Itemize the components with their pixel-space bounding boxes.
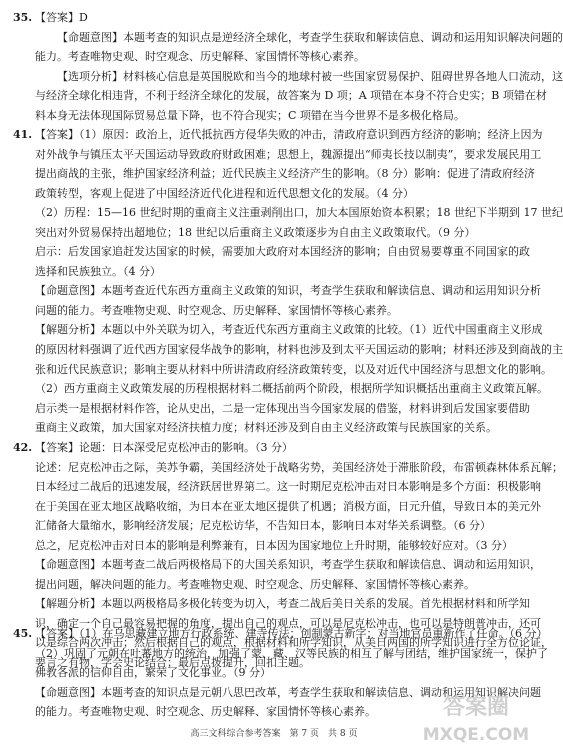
answer-line: 45. 【答案】（1）在乌思藏建立地方行政系统、建寺传法；创制蒙古新字；对当地官员重新作了任命。（6 分）	[35, 624, 520, 644]
text-line: 与经济全球化相违背，不利于经济全球化的发展，故答案为 D 项；A 项错在本身不符合史实；B 项错在材	[35, 89, 547, 103]
text-line: 佛教各派的信仰自由，繁荣了文化事业。（9 分）	[35, 666, 271, 680]
text-line: 张和近代民族意识；影响主要从材料中所讲清政府经济政策转变，以及对近代中国经济与思想文化的影响。	[35, 362, 552, 376]
answer-line: 42. 【答案】论题：日本深受尼克松冲击的影响。（3 分）	[35, 438, 520, 458]
text-line: 政策转型，客观上促进了中国经济近代化进程和近代思想文化的发展。（4 分）	[35, 186, 414, 200]
intent-line: 【命题意图】本题考查的知识点是逆经济全球化，考查学生获取和解读信息、调动和运用知识解决问题的	[57, 30, 563, 44]
text-line: （2）历程：15—16 世纪时期的重商主义注重剥削出口，加大本国原始资本积累；18 世纪下半期到 17 世纪	[35, 206, 563, 220]
question-number: 41.	[13, 128, 33, 141]
question-number: 42.	[13, 441, 33, 454]
text-line: 问题的能力。考查唯物史观、时空观念、历史解释、家国情怀等核心素养。	[35, 303, 398, 317]
text-line: 以是综合两次冲击；然后根据自己的观点，根据材料和所学知识，从美日两国的所学知识进行全方位论证，	[35, 636, 552, 650]
page-footer: 高三文科综合参考答案 第 7 页 共 8 页	[190, 729, 358, 739]
text-line: 的能力。考查唯物史观、时空观念、历史解释、家国情怀等核心素养。	[35, 705, 376, 719]
question-number: 45.	[13, 627, 33, 640]
question-41	[13, 125, 563, 438]
text-line: 提出问题，解决问题的能力。考查唯物史观、时空观念、历史解释、家国情怀等核心素养。	[35, 577, 475, 591]
text-line: 识，确定一个自己最容易把握的角度，提出自己的观点，可以是尼克松冲击，也可以是特朗普冲击，还可	[35, 616, 541, 630]
text-line: 日本经过二战后的迅速发展，经济跃居世界第二。这一时期尼克松冲击对日本影响是多个方面：积极影响	[35, 480, 541, 494]
text-line: 提出商战的主张，维护国家经济利益；近代民族主义经济产生的影响。（8 分）影响：促进了清政府经济	[35, 167, 535, 181]
text-line: 启示类一是根据材料作答，论从史出，二是一定体现出当今国家发展的借鉴，材料讲到后发国家要借助	[35, 401, 530, 415]
analysis-line: 【选项分析】材料核心信息是英国脱欧和当今的地球村被一些国家贸易保护、阻碍世界各地人口流动，这	[57, 69, 563, 83]
text-line: 突出对外贸易保持出超地位；18 世纪以后重商主义政策逐步为自由主义政策取代。（9 分）	[35, 225, 476, 239]
text-line: 能力。考查唯物史观、时空观念、历史解释、家国情怀等核心素养。	[35, 50, 365, 64]
text-line: （2）西方重商主义政策发展的历程根据材料二概括前两个阶段，根据所学知识概括出重商主义政策瓦解。	[35, 382, 548, 396]
text-line: 汇储备大量缩水，影响经济发展；尼克松访华，不告知日本，影响日本对华关系调整。（6 分）	[35, 519, 491, 533]
intent-line: 【命题意图】本题考查二战后两极格局下的大国关系知识，考查学生获取和解读信息、调动和运用知识，	[35, 558, 541, 572]
text-line: 总之，尼克松冲击对日本的影响是利弊兼有，日本因为国家地位上升时期，能够较好应对。（3 分）	[35, 538, 513, 552]
text-line: 料本身无法体现国际贸易总量下降，也不符合现实；C 项错在当今世界不是多极化格局。	[35, 108, 465, 122]
text-line: 论述：尼克松冲击之际，美苏争霸，美国经济处于战略劣势，美国经济处于滞胀阶段，布雷顿森林体系瓦解；	[35, 460, 563, 474]
answer-line: 35. 【答案】D	[35, 8, 520, 28]
text-line: 对外战争与镇压太平天国运动导致政府财政困难；思想上，魏源提出“师夷长技以制夷”，要求发展民用工	[35, 147, 542, 161]
analysis-line: 【解题分析】本题以两极格局多极化转变为切入，考查二战后美日关系的发展。首先根据材料和所学知	[35, 597, 530, 611]
answer-line: 41. 【答案】（1）原因：政治上，近代抵抗西方侵华失败的冲击，清政府意识到西方经济的影响；经济上因为	[35, 125, 520, 145]
text-line: 选择和民族独立。（4 分）	[35, 264, 161, 278]
intent-line: 【命题意图】本题考查的知识点是元朝八思巴改革，考查学生获取和解读信息、调动和运用知识解决问题	[35, 685, 541, 699]
question-number: 35.	[13, 11, 33, 24]
text-line: （2）巩固了元朝在吐蕃地方的统治，加强了蒙、藏、汉等民族的相互了解与团结，维护国家统一，保护了	[35, 646, 548, 660]
text-line: 在于美国在亚太地区战略收缩，为日本在亚太地区提供了机遇；消极方面，日元升值，导致日本的美元外	[35, 499, 541, 513]
watermark-line-2: MXQE.COM	[422, 725, 530, 745]
watermark-line-1: 答案圈	[442, 695, 510, 720]
analysis-line: 【解题分析】本题以中外关联为切入，考查近代东西方重商主义政策的比较。（1）近代中国重商主义形成	[35, 323, 543, 337]
intent-line: 【命题意图】本题考查近代东西方重商主义政策的知识，考查学生获取和解读信息、调动和运用知识分析	[35, 284, 541, 298]
text-line: 要言之有物，学会史论结合；最后点拨提升，回扣主题。	[35, 656, 310, 670]
question-35	[13, 8, 563, 125]
text-line: 启示：后发国家追赶发达国家的时候，需要加大政府对本国经济的影响；自由贸易要尊重不同国家的政	[35, 245, 530, 259]
text-line: 的原因材料强调了近代西方国家侵华战争的影响，材料也涉及到太平天国运动的影响；材料还涉及到商战的主	[35, 343, 563, 357]
text-line: 重商主义政策，加大国家对经济扶植力度；材料还涉及到自由主义经济政策与民族国家的关系。	[35, 421, 497, 435]
